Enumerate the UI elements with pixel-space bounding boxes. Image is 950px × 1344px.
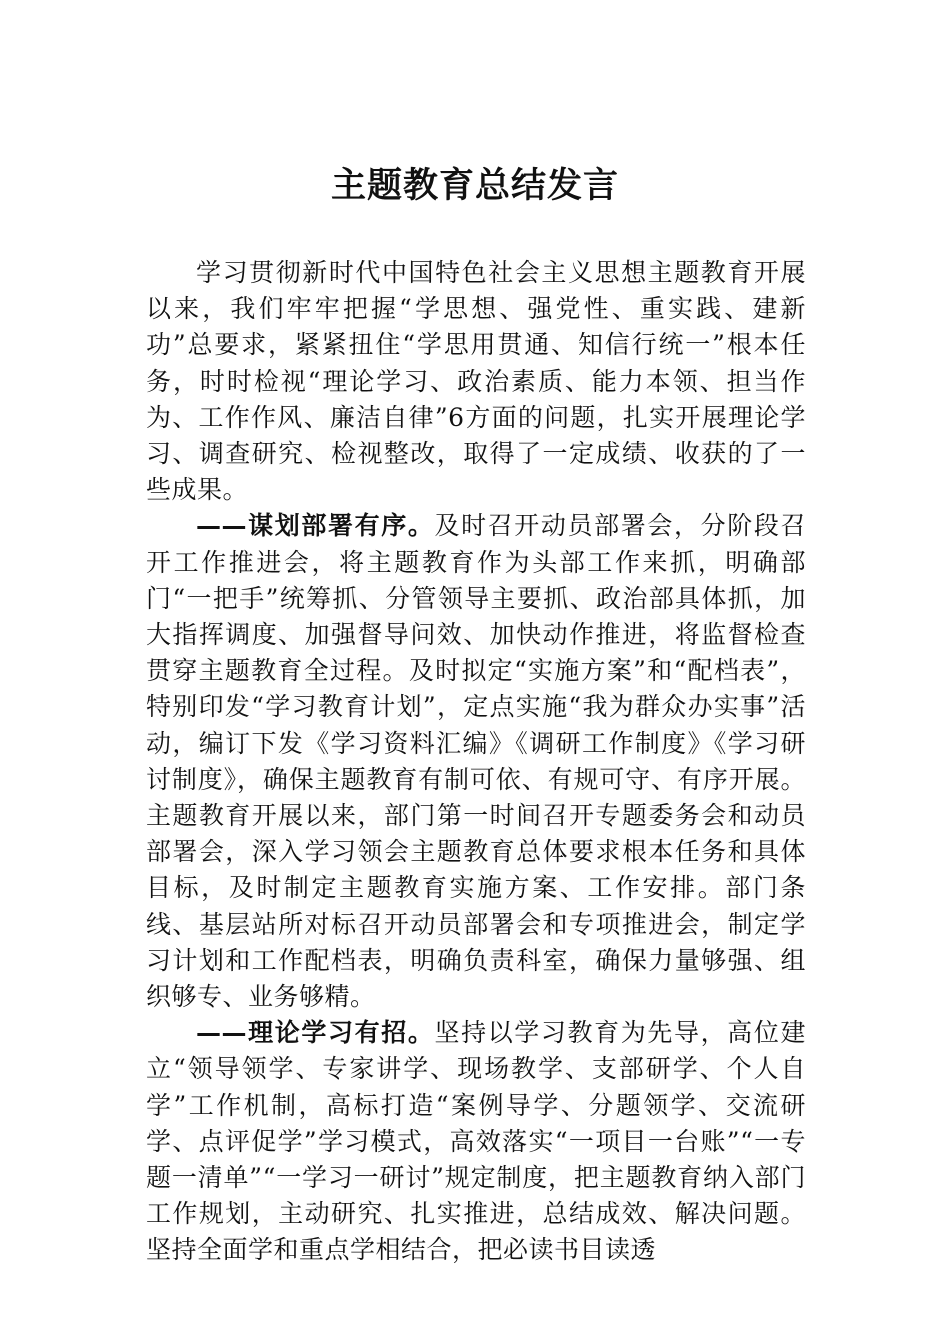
paragraph-text: 坚持以学习教育为先导，高位建立“领导领学、专家讲学、现场教学、支部研学、个人自学”工作机制，高标打造“案例导学、分题领学、交流研学、点评促学”学习模式，高效落实“一项目一台账”“一专题一清单”“一学习一研讨”规定制度，把主题教育纳入部门工作规划，主动研究、扎实推进，总结成效、解决问题。坚持全面学和重点学相结合，把必读书目读透 xyxy=(146,1018,806,1265)
document-title: 主题教育总结发言 xyxy=(330,165,619,206)
paragraph-intro xyxy=(146,255,806,508)
paragraph-text: 学习贯彻新时代中国特色社会主义思想主题教育开展以来，我们牢牢把握“学思想、强党性、重实践、建新功”总要求，紧紧扭住“学思用贯通、知信行统一”根本任务，时时检视“理论学习、政治素质、能力本领、担当作为、工作作风、廉洁自律”6方面的问题，扎实开展理论学习、调查研究、检视整改，取得了一定成绩、收获的了一些成果。 xyxy=(146,258,806,505)
paragraph-text: 及时召开动员部署会，分阶段召开工作推进会，将主题教育作为头部工作来抓，明确部门“一把手”统筹抓、分管领导主要抓、政治部具体抓，加大指挥调度、加强督导问效、加快动作推进，将监督检查贯穿主题教育全过程。及时拟定“实施方案”和“配档表”，特别印发“学习教育计划”，定点实施“我为群众办实事”活动，编订下发《学习资料汇编》《调研工作制度》《学习研讨制度》，确保主题教育有制可依、有规可守、有序开展。主题教育开展以来，部门第一时间召开专题委务会和动员部署会，深入学习领会主题教育总体要求根本任务和具体目标，及时制定主题教育实施方案、工作安排。部门条线、基层站所对标召开动员部署会和专项推进会，制定学习计划和工作配档表，明确负责科室，确保力量够强、组织够专、业务够精。 xyxy=(146,511,806,1012)
paragraph-lead: ——理论学习有招。 xyxy=(196,1018,435,1048)
paragraph-lead: ——谋划部署有序。 xyxy=(196,511,435,541)
paragraph-planning xyxy=(146,508,806,1015)
document-body xyxy=(146,255,806,1269)
paragraph-theory-study xyxy=(146,1015,806,1268)
